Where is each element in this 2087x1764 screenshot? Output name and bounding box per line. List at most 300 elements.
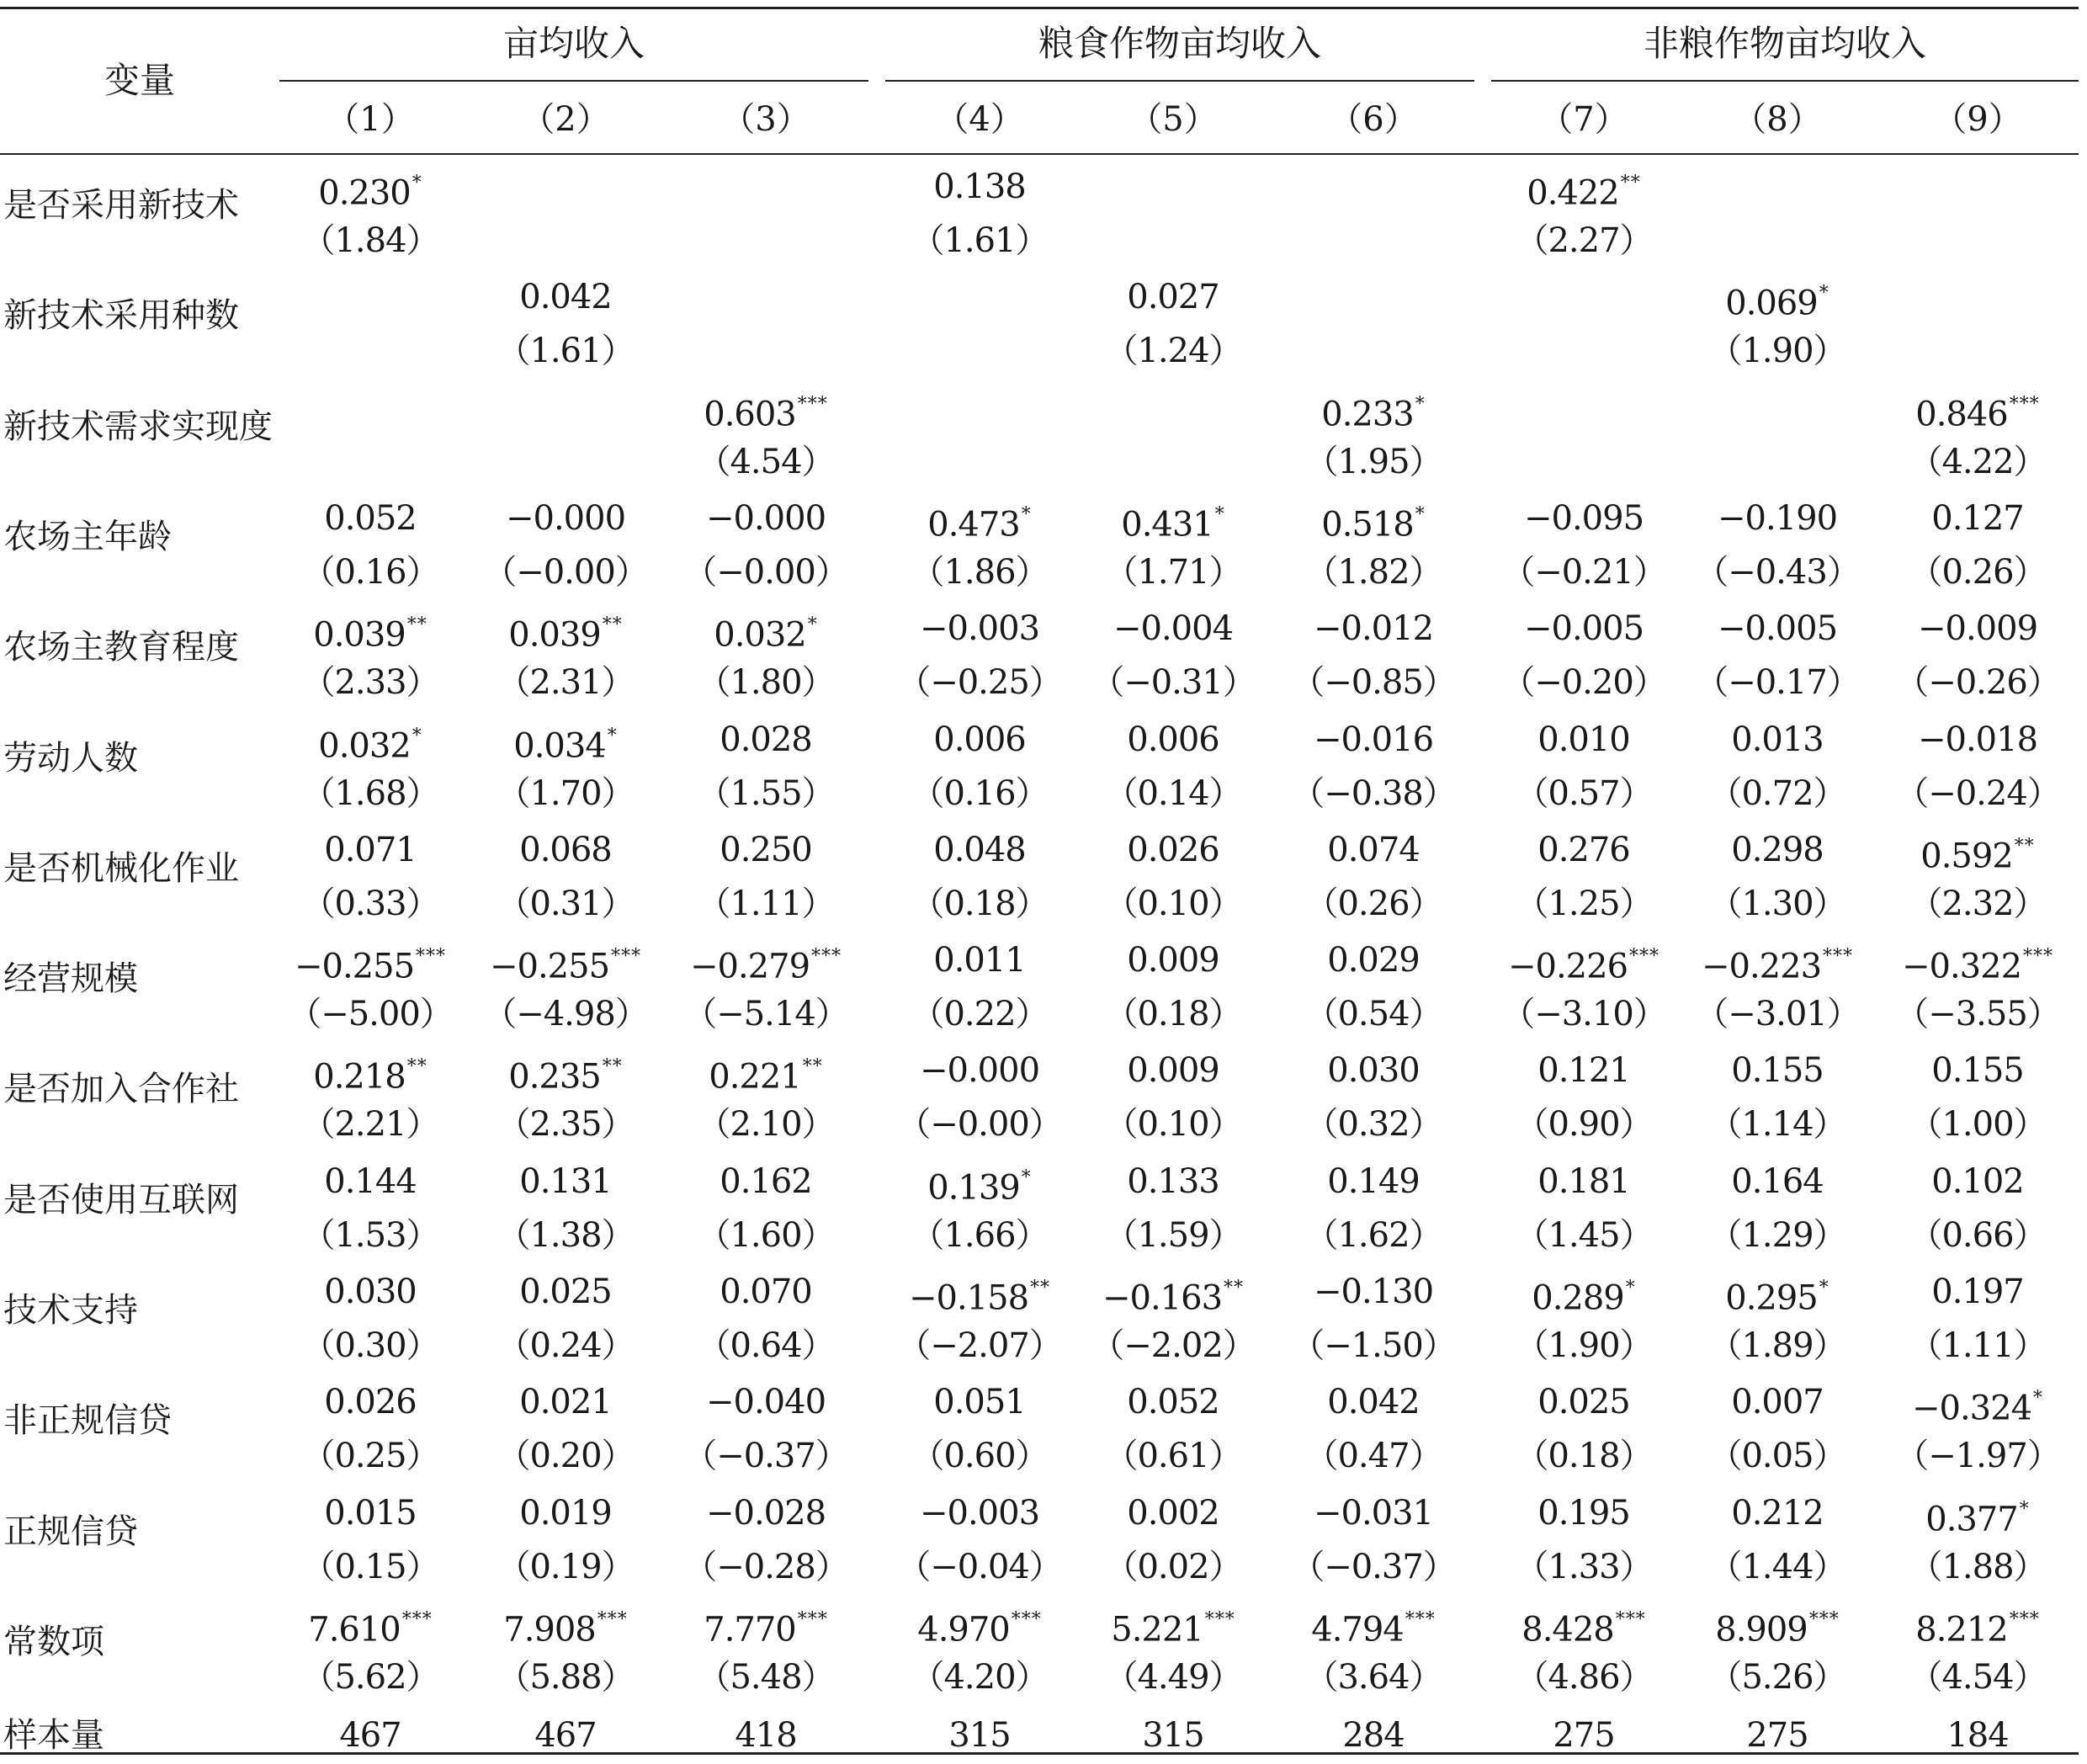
t-statistic: （−3.10） — [1501, 995, 1666, 1034]
coefficient-value: −0.016 — [1313, 720, 1434, 759]
coefficient — [519, 1161, 612, 1202]
t-statistic: （−0.00） — [683, 552, 848, 592]
column-number: （4） — [935, 100, 1024, 139]
coefficient — [933, 720, 1026, 760]
t-statistic: （1.80） — [697, 663, 835, 703]
coefficient — [324, 1272, 417, 1312]
coefficient-value: 0.039 — [313, 615, 406, 655]
variable-name: 新技术采用种数 — [3, 296, 239, 336]
coefficient — [706, 1493, 826, 1533]
t-statistic: （0.64） — [697, 1326, 835, 1365]
t-statistic: （4.20） — [911, 1657, 1049, 1697]
coefficient — [1537, 720, 1630, 760]
sample-size-value: 315 — [1142, 1716, 1204, 1756]
t-statistic: （1.82） — [1304, 552, 1442, 592]
coefficient — [1537, 830, 1630, 870]
coefficient-value: 0.048 — [933, 830, 1026, 869]
coefficient-value: −0.031 — [1313, 1493, 1434, 1533]
coefficient — [704, 388, 828, 434]
t-statistic: （4.22） — [1909, 442, 2047, 481]
t-statistic: （0.05） — [1708, 1437, 1846, 1476]
significance-stars: *** — [1011, 1608, 1042, 1630]
t-statistic: （−0.28） — [683, 1547, 848, 1586]
t-statistic: （0.25） — [301, 1437, 439, 1476]
coefficient-value: 0.021 — [519, 1383, 612, 1422]
coefficient — [1537, 1382, 1630, 1422]
coefficient-value: −0.003 — [919, 609, 1040, 649]
coefficient — [1521, 1603, 1646, 1650]
t-statistic: （1.33） — [1515, 1547, 1653, 1586]
sample-size-value: 275 — [1553, 1716, 1615, 1756]
coefficient — [519, 830, 612, 870]
coefficient-value: 0.039 — [508, 615, 601, 655]
coefficient — [1931, 1272, 2024, 1312]
t-statistic: （1.60） — [697, 1215, 835, 1255]
t-statistic: （1.00） — [1909, 1105, 2047, 1145]
coefficient-value: 0.025 — [519, 1273, 612, 1311]
sample-size-label: 样本量 — [3, 1716, 104, 1756]
t-statistic: （0.15） — [301, 1547, 439, 1586]
t-statistic: （1.66） — [911, 1215, 1049, 1255]
coefficient — [720, 1272, 812, 1312]
coefficient — [1524, 608, 1644, 649]
coefficient — [920, 1050, 1039, 1091]
coefficient — [506, 498, 625, 539]
coefficient — [1537, 1493, 1630, 1533]
coefficient-value: 7.770 — [704, 1610, 796, 1650]
significance-stars: *** — [1615, 1608, 1646, 1630]
significance-stars: ** — [802, 1056, 823, 1078]
group-header: 粮食作物亩均收入 — [1038, 23, 1322, 64]
coefficient-value: 0.026 — [1127, 830, 1219, 869]
coefficient — [1537, 1161, 1630, 1202]
coefficient-value: −0.095 — [1523, 498, 1644, 538]
sample-size-value: 467 — [339, 1716, 401, 1756]
coefficient — [1902, 940, 2053, 986]
coefficient — [704, 1603, 828, 1650]
t-statistic: （−3.55） — [1895, 995, 2060, 1034]
column-number: （6） — [1329, 100, 1418, 139]
coefficient-value: 0.051 — [933, 1383, 1026, 1422]
significance-stars: ** — [406, 1056, 427, 1078]
t-statistic: （−0.31） — [1091, 663, 1256, 703]
coefficient-value: 0.155 — [1731, 1051, 1824, 1091]
coefficient — [1127, 940, 1219, 980]
significance-stars: *** — [401, 1608, 433, 1630]
coefficient-value: 0.518 — [1321, 505, 1414, 545]
sample-size-value: 315 — [948, 1716, 1011, 1756]
t-statistic: （1.84） — [301, 221, 439, 260]
t-statistic: （2.32） — [1909, 884, 2047, 923]
t-statistic: （1.44） — [1708, 1547, 1846, 1586]
coefficient — [318, 720, 422, 766]
variable-name: 是否采用新技术 — [3, 186, 239, 225]
variable-name: 技术支持 — [3, 1291, 138, 1330]
significance-stars: * — [412, 725, 422, 747]
t-statistic: （2.35） — [497, 1105, 635, 1145]
coefficient — [1731, 720, 1824, 760]
coefficient-value: 0.230 — [318, 173, 411, 213]
coefficient — [1327, 1050, 1420, 1091]
coefficient — [519, 277, 612, 317]
coefficient-value: −0.226 — [1507, 947, 1628, 986]
coefficient-value: 0.027 — [1127, 278, 1219, 317]
coefficient-value: 0.010 — [1537, 720, 1630, 759]
coefficient-value: 0.006 — [1127, 720, 1219, 759]
significance-stars: ** — [1030, 1278, 1051, 1299]
t-statistic: （1.61） — [911, 221, 1049, 260]
variable-name: 正规信贷 — [3, 1512, 138, 1551]
coefficient — [324, 1493, 417, 1533]
coefficient-value: 8.428 — [1521, 1610, 1614, 1650]
coefficient-value: −0.005 — [1717, 609, 1838, 649]
coefficient — [690, 940, 842, 986]
coefficient-value: 0.473 — [927, 505, 1020, 545]
coefficient — [1532, 1272, 1636, 1318]
coefficient-value: −0.003 — [919, 1493, 1040, 1533]
sample-size-value: 418 — [735, 1716, 797, 1756]
coefficient — [1127, 1161, 1219, 1202]
coefficient-value: −0.000 — [919, 1051, 1040, 1091]
coefficient — [709, 1050, 823, 1097]
coefficient-value: −0.040 — [705, 1383, 826, 1422]
coefficient-value: 0.025 — [1537, 1383, 1630, 1422]
coefficient-value: 0.013 — [1731, 720, 1824, 759]
significance-stars: *** — [416, 946, 447, 968]
t-statistic: （0.66） — [1909, 1215, 2047, 1255]
t-statistic: （5.26） — [1708, 1657, 1846, 1697]
coefficient — [1327, 1161, 1420, 1202]
t-statistic: （−0.00） — [897, 1105, 1062, 1145]
coefficient-value: 0.069 — [1725, 284, 1818, 323]
t-statistic: （0.54） — [1304, 995, 1442, 1034]
coefficient — [324, 1161, 417, 1202]
coefficient-value: −0.000 — [505, 498, 626, 538]
coefficient — [313, 1050, 427, 1097]
coefficient-value: −0.163 — [1102, 1278, 1223, 1318]
t-statistic: （−0.43） — [1695, 552, 1860, 592]
significance-stars: * — [1415, 503, 1426, 525]
coefficient-value: 5.221 — [1111, 1610, 1203, 1650]
t-statistic: （1.11） — [697, 884, 835, 923]
coefficient — [324, 1382, 417, 1422]
coefficient — [1925, 1493, 2030, 1539]
coefficient-value: −0.190 — [1717, 498, 1838, 538]
t-statistic: （0.22） — [911, 995, 1049, 1034]
coefficient — [1931, 1161, 2024, 1202]
t-statistic: （0.16） — [911, 773, 1049, 813]
coefficient — [1537, 1050, 1630, 1091]
coefficient-value: −0.000 — [705, 498, 826, 538]
coefficient — [920, 608, 1039, 649]
coefficient-value: 0.030 — [324, 1273, 417, 1311]
t-statistic: （−2.07） — [897, 1326, 1062, 1365]
t-statistic: （0.60） — [911, 1437, 1049, 1476]
t-statistic: （1.38） — [497, 1215, 635, 1255]
variable-name: 农场主年龄 — [3, 517, 172, 556]
coefficient-value: −0.158 — [908, 1278, 1029, 1318]
coefficient — [1718, 498, 1837, 539]
significance-stars: ** — [1620, 173, 1641, 194]
coefficient — [917, 1603, 1042, 1650]
coefficient-value: 0.377 — [1925, 1499, 2018, 1538]
coefficient-value: 0.431 — [1121, 505, 1213, 545]
t-statistic: （−0.24） — [1895, 773, 2060, 813]
coefficient-value: 0.019 — [519, 1493, 612, 1533]
coefficient-value: 0.070 — [720, 1273, 812, 1311]
t-statistic: （1.95） — [1304, 442, 1442, 481]
t-statistic: （0.61） — [1104, 1437, 1242, 1476]
coefficient — [1314, 1493, 1433, 1533]
t-statistic: （0.14） — [1104, 773, 1242, 813]
significance-stars: *** — [597, 1608, 628, 1630]
significance-stars: ** — [406, 614, 427, 636]
significance-stars: *** — [2009, 393, 2040, 415]
coefficient — [313, 608, 427, 655]
t-statistic: （5.88） — [497, 1657, 635, 1697]
t-statistic: （−0.20） — [1501, 663, 1666, 703]
column-number: （3） — [721, 100, 810, 139]
coefficient — [519, 1382, 612, 1422]
t-statistic: （0.26） — [1304, 884, 1442, 923]
coefficient — [1920, 830, 2035, 876]
coefficient — [324, 830, 417, 870]
variable-name: 经营规模 — [3, 959, 138, 999]
coefficient — [720, 720, 812, 760]
coefficient — [1314, 608, 1433, 649]
coefficient-value: −0.018 — [1917, 720, 2038, 759]
coefficient — [1111, 1603, 1235, 1650]
coefficient-value: 0.155 — [1931, 1051, 2024, 1091]
coefficient — [1725, 1272, 1829, 1318]
coefficient-value: −0.279 — [689, 947, 810, 986]
t-statistic: （0.10） — [1104, 1105, 1242, 1145]
coefficient — [1731, 1382, 1824, 1422]
significance-stars: * — [1021, 503, 1032, 525]
t-statistic: （0.33） — [301, 884, 439, 923]
t-statistic: （−5.14） — [683, 995, 848, 1034]
coefficient — [295, 940, 446, 986]
t-statistic: （0.18） — [1104, 995, 1242, 1034]
coefficient-value: 0.011 — [933, 941, 1026, 980]
significance-stars: * — [807, 614, 818, 636]
variable-name: 是否加入合作社 — [3, 1070, 239, 1109]
t-statistic: （0.26） — [1909, 552, 2047, 592]
t-statistic: （−0.37） — [1291, 1547, 1456, 1586]
coefficient-value: 0.015 — [324, 1493, 417, 1533]
significance-stars: * — [1819, 283, 1829, 305]
t-statistic: （5.62） — [301, 1657, 439, 1697]
coefficient-value: 8.909 — [1715, 1610, 1808, 1650]
coefficient-value: 7.610 — [308, 1610, 401, 1650]
header-rule — [0, 153, 2079, 155]
coefficient — [1931, 1050, 2024, 1091]
t-statistic: （0.47） — [1304, 1437, 1442, 1476]
t-statistic: （1.86） — [911, 552, 1049, 592]
coefficient-value: 0.138 — [933, 167, 1026, 206]
sample-size-value: 284 — [1342, 1716, 1405, 1756]
t-statistic: （5.48） — [697, 1657, 835, 1697]
significance-stars: *** — [1823, 946, 1854, 968]
coefficient-value: 4.970 — [917, 1610, 1010, 1650]
t-statistic: （2.21） — [301, 1105, 439, 1145]
coefficient — [1127, 720, 1219, 760]
coefficient — [1718, 608, 1837, 649]
variable-name: 非正规信贷 — [3, 1401, 172, 1441]
coefficient — [1121, 498, 1225, 545]
t-statistic: （0.90） — [1515, 1105, 1653, 1145]
coefficient-value: 0.028 — [720, 720, 812, 759]
coefficient-value: 0.144 — [324, 1161, 417, 1201]
t-statistic: （−0.04） — [897, 1547, 1062, 1586]
coefficient — [1731, 1050, 1824, 1091]
significance-stars: * — [1021, 1166, 1032, 1188]
t-statistic: （−1.50） — [1291, 1326, 1456, 1365]
coefficient-value: 0.181 — [1537, 1161, 1630, 1201]
significance-stars: *** — [797, 1608, 828, 1630]
coefficient — [720, 830, 812, 870]
significance-stars: ** — [1224, 1278, 1245, 1299]
coefficient-value: 0.139 — [927, 1168, 1020, 1208]
coefficient-value: −0.130 — [1313, 1273, 1434, 1311]
significance-stars: * — [1625, 1278, 1636, 1299]
t-statistic: （1.88） — [1909, 1547, 2047, 1586]
t-statistic: （0.02） — [1104, 1547, 1242, 1586]
t-statistic: （1.30） — [1708, 884, 1846, 923]
coefficient-value: 0.034 — [513, 725, 606, 765]
coefficient — [927, 498, 1032, 545]
coefficient — [1731, 1493, 1824, 1533]
coefficient — [1915, 1603, 2040, 1650]
coefficient-value: 0.030 — [1327, 1051, 1420, 1091]
significance-stars: * — [607, 725, 618, 747]
variable-header: 变量 — [104, 60, 176, 101]
column-number: （9） — [1933, 100, 2022, 139]
t-statistic: （4.54） — [1909, 1657, 2047, 1697]
coefficient-value: −0.012 — [1313, 609, 1434, 649]
coefficient — [1102, 1272, 1244, 1318]
significance-stars: *** — [2023, 946, 2054, 968]
coefficient-value: 0.235 — [508, 1057, 601, 1097]
variable-name: 常数项 — [3, 1622, 104, 1661]
significance-stars: * — [2019, 1498, 2030, 1520]
group-header: 亩均收入 — [502, 23, 645, 64]
significance-stars: * — [412, 173, 422, 194]
t-statistic: （−0.21） — [1501, 552, 1666, 592]
t-statistic: （−4.98） — [483, 995, 648, 1034]
significance-stars: * — [1819, 1278, 1829, 1299]
t-statistic: （0.32） — [1304, 1105, 1442, 1145]
coefficient-value: 7.908 — [503, 1610, 596, 1650]
sample-size-value: 275 — [1746, 1716, 1808, 1756]
column-number: （5） — [1128, 100, 1218, 139]
t-statistic: （1.90） — [1515, 1326, 1653, 1365]
coefficient-value: 0.133 — [1127, 1161, 1219, 1201]
coefficient — [1524, 498, 1644, 539]
coefficient-value: 0.149 — [1327, 1161, 1420, 1201]
coefficient — [1918, 720, 2037, 760]
coefficient — [1321, 498, 1426, 545]
coefficient — [1327, 1382, 1420, 1422]
coefficient — [720, 1161, 812, 1202]
coefficient-value: 0.032 — [318, 725, 411, 765]
t-statistic: （1.29） — [1708, 1215, 1846, 1255]
t-statistic: （0.72） — [1708, 773, 1846, 813]
t-statistic: （−1.97） — [1895, 1437, 2060, 1476]
coefficient — [318, 167, 422, 213]
coefficient-value: 0.071 — [324, 830, 417, 869]
coefficient-value: 0.295 — [1725, 1278, 1818, 1318]
coefficient — [714, 608, 818, 655]
coefficient-value: 0.221 — [709, 1057, 801, 1097]
coefficient-value: 0.298 — [1731, 830, 1824, 869]
coefficient — [1127, 1050, 1219, 1091]
coefficient-value: 0.068 — [519, 830, 612, 869]
coefficient — [909, 1272, 1050, 1318]
coefficient-value: 0.131 — [519, 1161, 612, 1201]
column-number: （2） — [521, 100, 610, 139]
coefficient-value: 0.162 — [720, 1161, 812, 1201]
coefficient — [1314, 720, 1433, 760]
t-statistic: （1.71） — [1104, 552, 1242, 592]
coefficient — [503, 1603, 628, 1650]
coefficient-value: 0.127 — [1931, 498, 2024, 538]
t-statistic: （0.24） — [497, 1326, 635, 1365]
t-statistic: （0.30） — [301, 1326, 439, 1365]
coefficient-value: 0.026 — [324, 1383, 417, 1422]
coefficient — [1702, 940, 1853, 986]
t-statistic: （0.20） — [497, 1437, 635, 1476]
column-number: （8） — [1733, 100, 1822, 139]
coefficient-value: 4.794 — [1311, 1610, 1404, 1650]
coefficient — [933, 830, 1026, 870]
significance-stars: *** — [2009, 1608, 2040, 1630]
coefficient-value: −0.223 — [1701, 947, 1822, 986]
coefficient-value: 0.121 — [1537, 1051, 1630, 1091]
coefficient-value: 0.197 — [1931, 1273, 2024, 1311]
coefficient-value: 0.164 — [1731, 1161, 1824, 1201]
coefficient-value: 0.233 — [1321, 394, 1414, 433]
coefficient-value: 0.592 — [1920, 837, 2013, 876]
coefficient — [706, 1382, 826, 1422]
coefficient — [1912, 1382, 2043, 1428]
coefficient — [1527, 167, 1641, 213]
t-statistic: （−0.37） — [683, 1437, 848, 1476]
t-statistic: （2.33） — [301, 663, 439, 703]
coefficient-value: 0.032 — [714, 615, 806, 655]
t-statistic: （0.31） — [497, 884, 635, 923]
coefficient — [508, 608, 623, 655]
column-number: （7） — [1539, 100, 1628, 139]
coefficient — [508, 1050, 623, 1097]
coefficient — [513, 720, 618, 766]
group-header: 非粮作物亩均收入 — [1643, 23, 1927, 64]
t-statistic: （4.54） — [697, 442, 835, 481]
coefficient-value: 0.250 — [720, 830, 812, 869]
t-statistic: （1.24） — [1104, 332, 1242, 371]
t-statistic: （−0.00） — [483, 552, 648, 592]
coefficient — [1311, 1603, 1436, 1650]
coefficient — [1127, 830, 1219, 870]
t-statistic: （0.18） — [1515, 1437, 1653, 1476]
coefficient — [1731, 830, 1824, 870]
significance-stars: *** — [611, 946, 642, 968]
significance-stars: * — [2033, 1388, 2044, 1410]
column-number: （1） — [326, 100, 415, 139]
coefficient — [1127, 277, 1219, 317]
t-statistic: （0.16） — [301, 552, 439, 592]
coefficient — [706, 498, 826, 539]
